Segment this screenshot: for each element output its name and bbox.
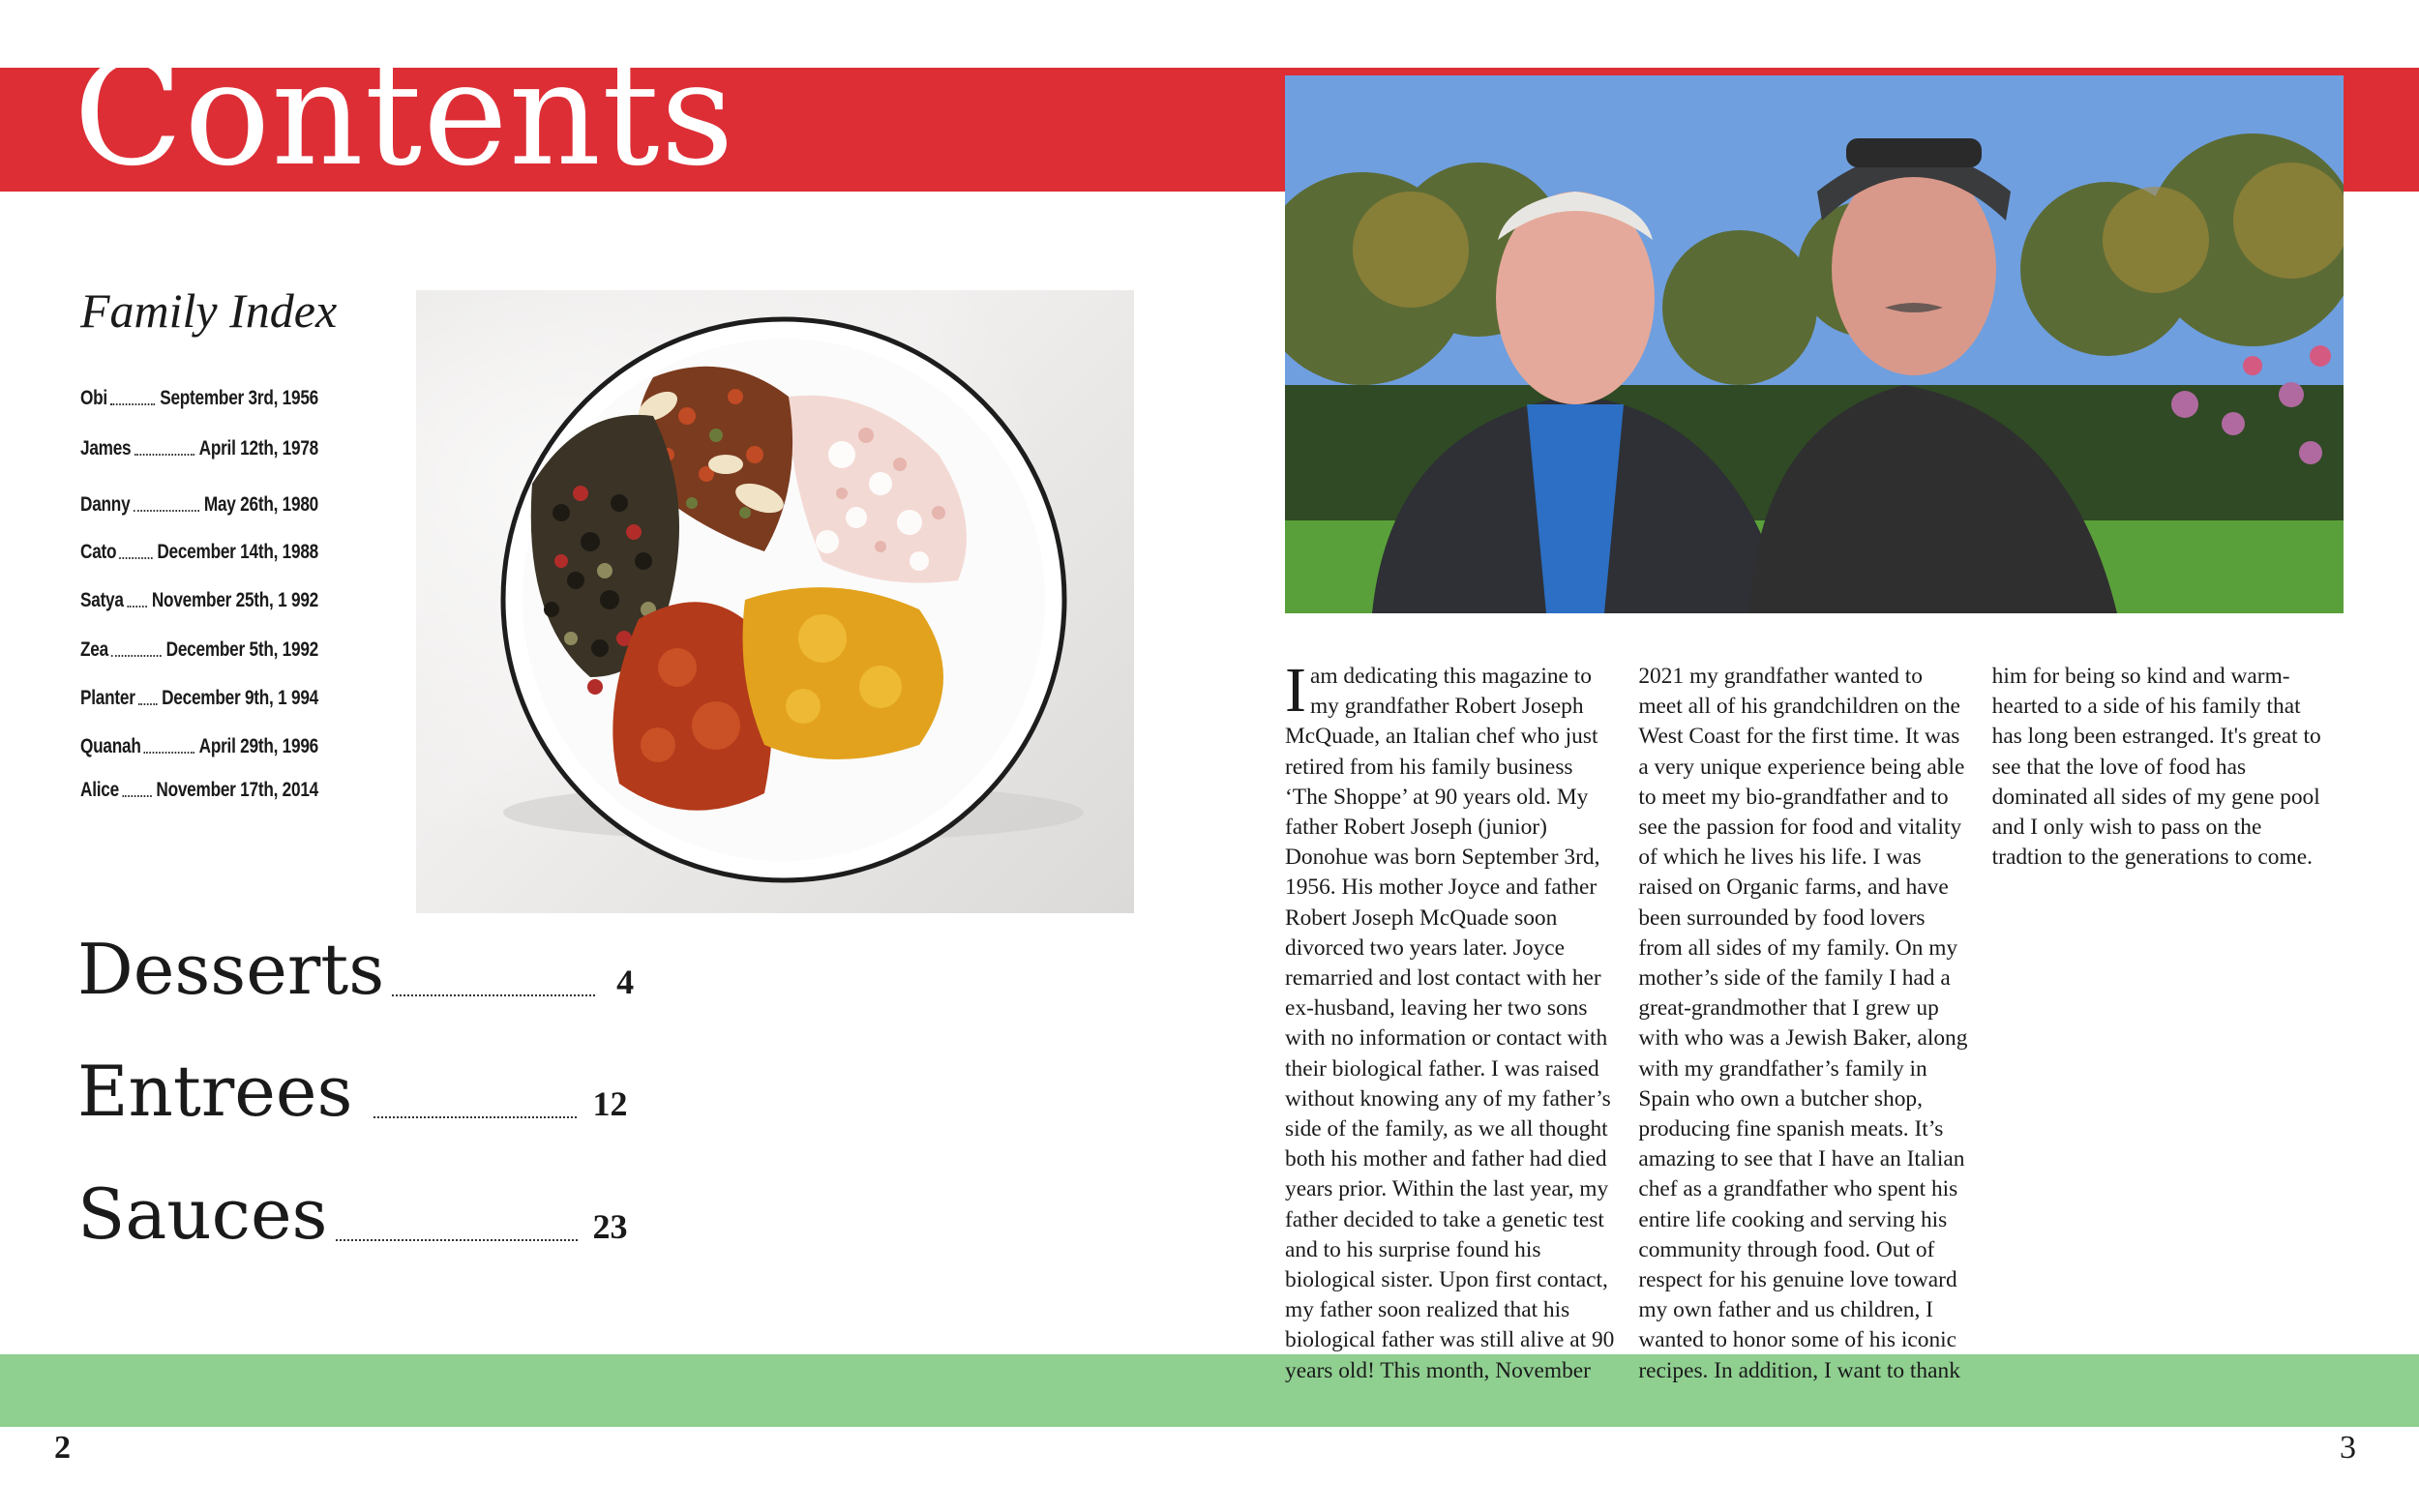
family-member-date: April 12th, 1978 [198,437,318,460]
toc-entry-desserts[interactable] [77,929,635,1010]
toc-entry-sauces[interactable] [77,1173,628,1255]
family-index-entry [80,589,318,612]
family-member-date: December 9th, 1 994 [162,687,318,709]
drop-cap: I [1285,655,1306,726]
family-index-entry [80,387,318,410]
leader-dots [144,752,194,754]
family-member-date: December 14th, 1988 [157,541,318,563]
family-index-entry [80,493,318,517]
leader-dots [111,655,162,657]
family-member-name: Danny [80,493,131,516]
family-member-name: Cato [80,541,117,563]
toc-entry-entrees[interactable] [77,1051,628,1132]
leader-dots [134,510,199,512]
toc-label: Desserts [77,929,385,1010]
family-index-entry [80,779,318,802]
family-member-date: May 26th, 1980 [203,493,318,516]
spice-plate-photo [416,290,1134,913]
spice-plate-illustration [416,290,1134,913]
toc-label: Sauces [77,1173,328,1255]
leader-dots [120,557,153,559]
family-member-date: September 3rd, 1956 [160,387,318,409]
family-member-date: December 5th, 1992 [165,638,318,661]
family-member-name: James [80,437,132,460]
dedication-article [1285,655,2322,1416]
leader-dots [373,1116,577,1118]
toc-page-number: 4 [616,963,635,1001]
toc-page-number: 23 [592,1207,628,1246]
family-portrait-photo [1285,75,2344,613]
page-title: Contents [74,31,735,197]
family-member-name: Quanah [80,735,141,757]
family-index-entry [80,437,318,460]
family-member-name: Obi [80,387,107,409]
portrait-illustration [1285,75,2344,613]
page-number-right: 3 [2340,1430,2356,1466]
leader-dots [110,403,155,405]
leader-dots [134,454,194,456]
page-number-left: 2 [54,1430,71,1466]
leader-dots [336,1239,578,1241]
family-index-entry [80,541,318,564]
leader-dots [138,703,157,705]
family-member-date: November 25th, 1 992 [151,589,318,611]
family-index-entry [80,638,318,662]
family-member-name: Satya [80,589,124,611]
family-member-date: April 29th, 1996 [198,735,318,757]
toc-page-number: 12 [592,1084,628,1123]
leader-dots [122,795,151,797]
toc-label: Entrees [77,1051,353,1132]
family-member-name: Alice [80,779,119,801]
leader-dots [392,994,595,996]
article-body: am dedicating this magazine to my grandfather Robert Joseph McQuade, an Italian chef who just retired from his family business ‘The Shoppe’ at 90 years old. My father Robert Joseph (junior) Donohue was born September 3rd, 1956. His mother Joyce and father Robert Joseph McQuade soon divorced two years later. Joyce remarried and lost contact with her ex-husband, leaving her two sons with no information or contact with their biological father. I was raised without knowing any of my father’s side of the family, as we all thought both his mother and father had died years prior. Within the last year, my father decided to take a genetic test and to his surprise found his biological sister. Upon first contact, my father soon realized that his biological father was still alive at 90 years old! This month, November 2021 my grandfather wanted to meet all of his grandchildren on the West Coast for the first time. It was a very unique experience being able to meet my bio-grandfather and to see the passion for food and vitality of which he lives his life. I was raised on Organic farms, and have been surrounded by food lovers from all sides of my family. On my mother’s side of the family I had a great-grandmother that I grew up with who was a Jewish Baker, along with my grandfather’s family in Spain who own a butcher shop, producing fine spanish meats. It’s amazing to see that I have an Italian chef as a grandfather who spent his entire life cooking and serving his community through food. Out of respect for his genuine love toward my own father and us children, I wanted to honor some of his iconic recipes. In addition, I want to thank him for being so kind and warm-hearted to a side of his family that has long been estranged. It's great to see that the love of food has dominated all sides of my gene pool and I only wish to pass on the tradtion to the generations to come. [1285,664,2321,1383]
family-index-entry [80,687,318,710]
leader-dots [127,606,147,608]
family-index-heading: Family Index [80,283,338,338]
family-index-entry [80,735,318,758]
family-member-name: Zea [80,638,108,661]
family-member-name: Planter [80,687,135,709]
family-member-date: November 17th, 2014 [156,779,318,801]
